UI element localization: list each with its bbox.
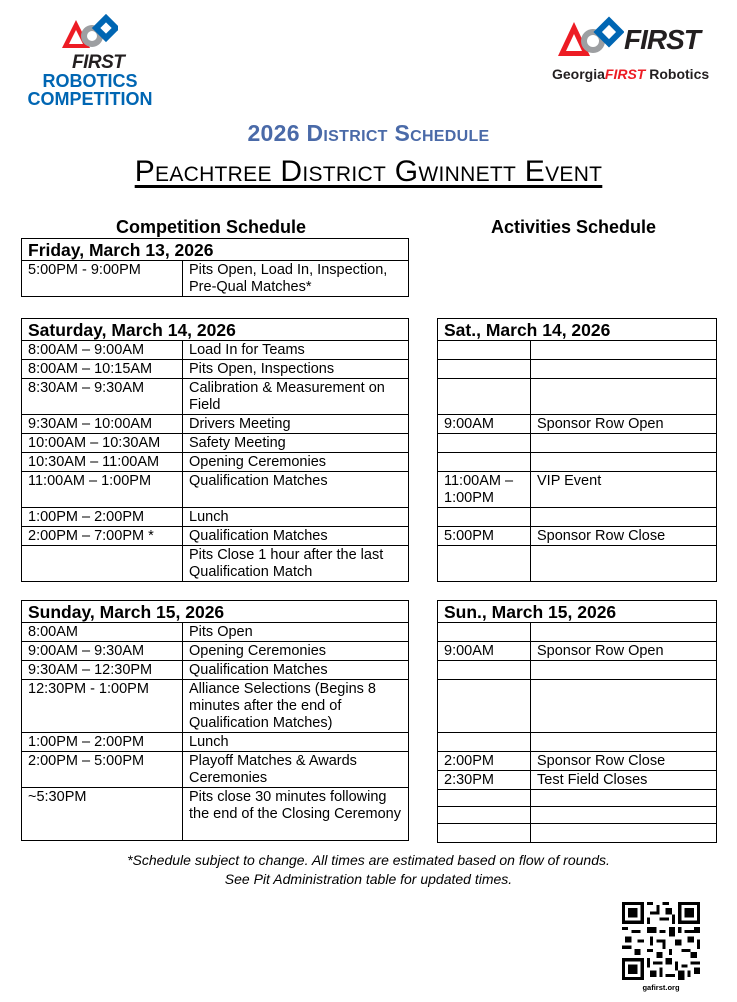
table-row — [438, 508, 717, 527]
table-row — [438, 341, 717, 360]
table-row — [438, 527, 717, 546]
event-cell: Qualification Matches — [183, 527, 409, 546]
table-row — [438, 771, 717, 790]
saturday-competition-table — [21, 318, 409, 582]
table-row — [438, 642, 717, 661]
table-row — [438, 415, 717, 434]
time-cell: 2:00PM — [438, 752, 531, 771]
event-cell — [531, 379, 717, 415]
competition-schedule-heading: Competition Schedule — [116, 217, 307, 237]
table-row — [22, 360, 409, 379]
event-cell: Lunch — [183, 733, 409, 752]
time-cell: 9:00AM — [438, 642, 531, 661]
time-cell: 11:00AM – 1:00PM — [22, 472, 183, 508]
schedule-disclaimer: *Schedule subject to change. All times are estimated based on flow of rounds. — [127, 852, 610, 868]
georgia-first-logo — [552, 14, 720, 86]
time-cell: ~5:30PM — [22, 788, 183, 841]
time-cell: 9:00AM – 9:30AM — [22, 642, 183, 661]
event-cell: Test Field Closes — [531, 771, 717, 790]
ga-subtitle: GeorgiaFIRST Robotics — [552, 66, 710, 82]
event-cell: Load In for Teams — [183, 341, 409, 360]
table-row — [22, 527, 409, 546]
event-cell — [531, 623, 717, 642]
first-logo-mark-icon — [556, 16, 624, 60]
time-cell — [438, 680, 531, 733]
sunday-activities-table — [437, 600, 717, 843]
time-cell — [438, 379, 531, 415]
event-cell: Pits Open, Inspections — [183, 360, 409, 379]
table-row — [438, 453, 717, 472]
table-row — [22, 434, 409, 453]
day-header: Sun., March 15, 2026 — [438, 601, 717, 623]
time-cell — [438, 453, 531, 472]
table-row — [22, 642, 409, 661]
time-cell: 2:00PM – 5:00PM — [22, 752, 183, 788]
ga-first-wordmark: FIRST — [624, 24, 700, 55]
event-cell — [531, 360, 717, 379]
qr-url: gafirst.org — [642, 983, 680, 992]
pit-admin-note: See Pit Administration table for updated times. — [224, 871, 513, 887]
table-row — [22, 661, 409, 680]
table-row — [22, 508, 409, 527]
event-cell: Pits close 30 minutes following the end of the Closing Ceremony — [183, 788, 409, 841]
table-row — [22, 379, 409, 415]
table-row — [438, 790, 717, 807]
event-cell: Playoff Matches & Awards Ceremonies — [183, 752, 409, 788]
table-row — [438, 546, 717, 582]
time-cell: 8:00AM — [22, 623, 183, 642]
qr-code-icon — [622, 902, 700, 980]
table-row — [438, 824, 717, 843]
event-cell: Pits Open — [183, 623, 409, 642]
day-header: Sunday, March 15, 2026 — [22, 601, 409, 623]
table-row — [22, 788, 409, 841]
event-cell: Alliance Selections (Begins 8 minutes after the end of Qualification Matches) — [183, 680, 409, 733]
time-cell: 9:00AM — [438, 415, 531, 434]
event-cell — [531, 807, 717, 824]
table-row — [438, 680, 717, 733]
frc-first-wordmark: FIRST — [72, 52, 125, 73]
time-cell: 2:00PM – 7:00PM * — [22, 527, 183, 546]
time-cell: 1:00PM – 2:00PM — [22, 508, 183, 527]
event-cell: Pits Open, Load In, Inspection, Pre-Qual Matches* — [183, 261, 409, 297]
time-cell: 8:00AM – 9:00AM — [22, 341, 183, 360]
table-row — [438, 733, 717, 752]
event-cell: VIP Event — [531, 472, 717, 508]
day-header: Friday, March 13, 2026 — [22, 239, 409, 261]
event-cell — [531, 733, 717, 752]
event-cell: Safety Meeting — [183, 434, 409, 453]
event-cell: Pits Close 1 hour after the last Qualification Match — [183, 546, 409, 582]
time-cell: 1:00PM – 2:00PM — [22, 733, 183, 752]
time-cell — [438, 434, 531, 453]
event-cell — [531, 434, 717, 453]
table-row — [438, 434, 717, 453]
event-cell — [531, 680, 717, 733]
event-cell — [531, 508, 717, 527]
event-cell — [531, 824, 717, 843]
table-row — [22, 472, 409, 508]
event-cell: Calibration & Measurement on Field — [183, 379, 409, 415]
activities-schedule-heading: Activities Schedule — [491, 217, 657, 237]
table-row — [438, 752, 717, 771]
time-cell — [438, 824, 531, 843]
sunday-competition-table — [21, 600, 409, 841]
time-cell — [438, 623, 531, 642]
table-row — [22, 680, 409, 733]
table-row — [22, 752, 409, 788]
day-header: Sat., March 14, 2026 — [438, 319, 717, 341]
time-cell: 9:30AM – 12:30PM — [22, 661, 183, 680]
time-cell — [438, 341, 531, 360]
event-title: Peachtree District Gwinnett Event — [134, 155, 603, 188]
time-cell: 5:00PM - 9:00PM — [22, 261, 183, 297]
time-cell — [22, 546, 183, 582]
time-cell — [438, 546, 531, 582]
first-logo-mark-icon — [60, 14, 118, 52]
time-cell: 8:30AM – 9:30AM — [22, 379, 183, 415]
frc-competition-wordmark: COMPETITION — [27, 89, 153, 109]
event-cell: Opening Ceremonies — [183, 453, 409, 472]
table-row — [438, 472, 717, 508]
table-row — [22, 546, 409, 582]
table-row — [438, 807, 717, 824]
time-cell — [438, 661, 531, 680]
table-row — [438, 379, 717, 415]
day-header: Saturday, March 14, 2026 — [22, 319, 409, 341]
event-cell: Lunch — [183, 508, 409, 527]
time-cell: 11:00AM – 1:00PM — [438, 472, 531, 508]
time-cell: 9:30AM – 10:00AM — [22, 415, 183, 434]
event-cell — [531, 546, 717, 582]
time-cell: 12:30PM - 1:00PM — [22, 680, 183, 733]
event-cell: Drivers Meeting — [183, 415, 409, 434]
time-cell — [438, 360, 531, 379]
event-cell — [531, 790, 717, 807]
table-row — [438, 360, 717, 379]
time-cell: 8:00AM – 10:15AM — [22, 360, 183, 379]
table-row — [22, 623, 409, 642]
table-row — [438, 661, 717, 680]
friday-competition-table — [21, 238, 409, 297]
table-row — [22, 453, 409, 472]
event-cell: Sponsor Row Close — [531, 752, 717, 771]
table-row — [22, 261, 409, 297]
time-cell — [438, 733, 531, 752]
event-cell: Opening Ceremonies — [183, 642, 409, 661]
event-cell — [531, 453, 717, 472]
event-cell — [531, 341, 717, 360]
time-cell: 5:00PM — [438, 527, 531, 546]
time-cell — [438, 508, 531, 527]
frc-robotics-wordmark: ROBOTICS — [42, 71, 138, 91]
time-cell: 10:30AM – 11:00AM — [22, 453, 183, 472]
time-cell — [438, 807, 531, 824]
table-row — [22, 341, 409, 360]
saturday-activities-table — [437, 318, 717, 582]
frc-logo — [20, 14, 160, 110]
time-cell: 2:30PM — [438, 771, 531, 790]
schedule-title: 2026 District Schedule — [247, 120, 490, 146]
table-row — [438, 623, 717, 642]
time-cell: 10:00AM – 10:30AM — [22, 434, 183, 453]
event-cell: Qualification Matches — [183, 661, 409, 680]
table-row — [22, 733, 409, 752]
event-cell: Qualification Matches — [183, 472, 409, 508]
event-cell: Sponsor Row Open — [531, 642, 717, 661]
event-cell: Sponsor Row Close — [531, 527, 717, 546]
event-cell — [531, 661, 717, 680]
event-cell: Sponsor Row Open — [531, 415, 717, 434]
table-row — [22, 415, 409, 434]
time-cell — [438, 790, 531, 807]
